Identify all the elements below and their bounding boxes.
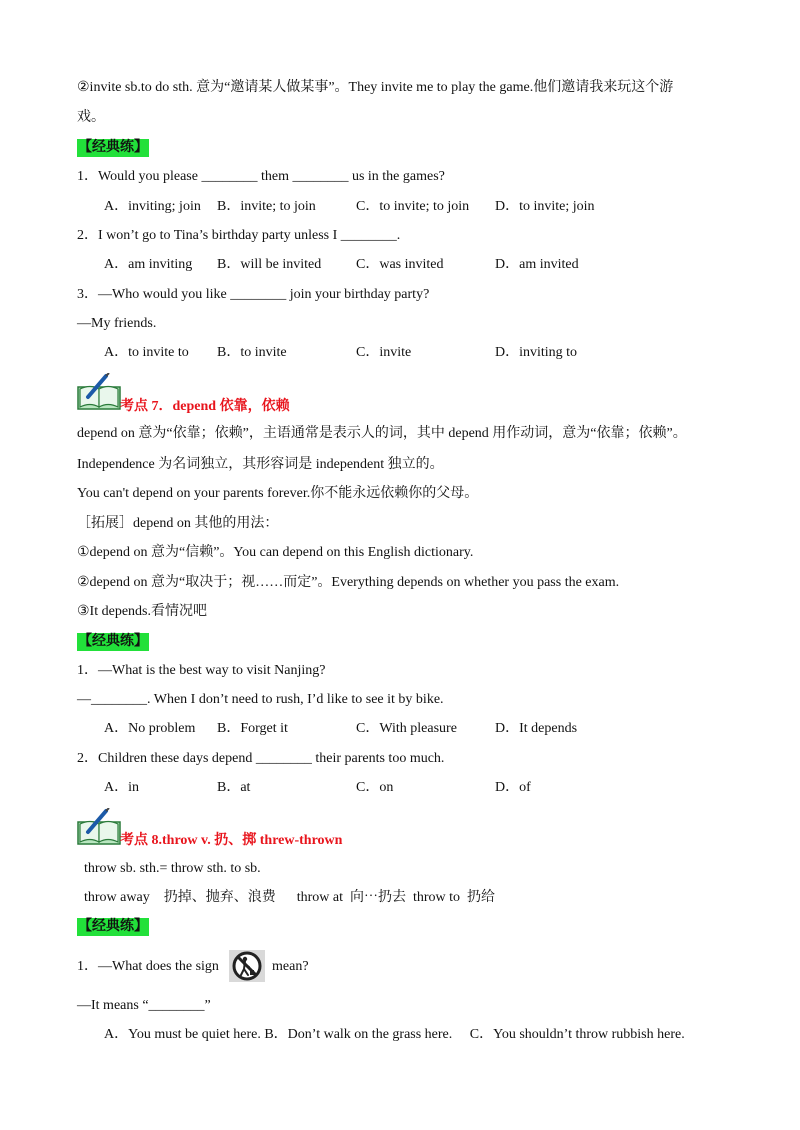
question-1-reply: —It means “________” [77, 998, 211, 1013]
option-b: B．invite; to join [217, 199, 316, 214]
question-1: 1．Would you please ________ them ________ us in the games? [77, 169, 445, 184]
option-c: C．was invited [356, 257, 444, 272]
section-heading-8: 考点 8.throw v. 扔、掷 threw-thrown [120, 833, 343, 848]
option-b: B．at [217, 780, 251, 795]
practice-tag: 【经典练】 [78, 140, 148, 155]
section-heading-7: 考点 7．depend 依靠，依赖 [120, 399, 290, 414]
question-2: 2．I won’t go to Tina’s birthday party unless I ________. [77, 228, 401, 243]
paragraph: You can't depend on your parents forever.你不能永远依赖你的父母。 [77, 486, 479, 501]
book-pencil-icon [76, 808, 124, 846]
question-3: 3．—Who would you like ________ join your birthday party? [77, 287, 430, 302]
question-1-reply: —________. When I don’t need to rush, I’d like to see it by bike. [77, 692, 444, 707]
option-a: A．to invite to [104, 345, 189, 360]
option-c: C．With pleasure [356, 721, 457, 736]
question-2: 2．Children these days depend ________ their parents too much. [77, 751, 445, 766]
option-b: B．will be invited [217, 257, 322, 272]
no-littering-sign-icon [229, 950, 265, 982]
option-a: A．No problem [104, 721, 196, 736]
option-c: C．invite [356, 345, 412, 360]
option-b: B．Forget it [217, 721, 288, 736]
question-3-reply: —My friends. [77, 316, 157, 331]
option-d: D．am invited [495, 257, 579, 272]
paragraph: ③It depends.看情况吧 [77, 604, 207, 619]
book-pencil-icon [76, 373, 124, 411]
paragraph: ［拓展］depend on 其他的用法： [77, 516, 279, 531]
paragraph: depend on 意为“依靠；依赖”，主语通常是表示人的词，其中 depend 用作动词，意为“依靠；依赖”。 [77, 426, 687, 441]
question-1: 1．—What is the best way to visit Nanjing? [77, 663, 326, 678]
practice-tag: 【经典练】 [78, 634, 148, 649]
option-a: A．am inviting [104, 257, 193, 272]
paragraph: Independence 为名词独立，其形容词是 independent 独立的。 [77, 457, 444, 472]
option-d: D．inviting to [495, 345, 578, 360]
paragraph: ①depend on 意为“信赖”。You can depend on this English dictionary. [77, 545, 474, 560]
intro-line-2: 戏。 [77, 110, 105, 125]
paragraph: throw sb. sth.= throw sth. to sb. [84, 861, 261, 876]
option-c: C．on [356, 780, 394, 795]
option-d: D．It depends [495, 721, 578, 736]
question-1-suffix: mean? [272, 959, 309, 974]
option-b: B．to invite [217, 345, 287, 360]
option-d: D．to invite; join [495, 199, 595, 214]
option-a: A．in [104, 780, 139, 795]
option-d: D．of [495, 780, 531, 795]
practice-tag: 【经典练】 [78, 919, 148, 934]
question-1-prefix: 1．—What does the sign [77, 959, 219, 974]
paragraph: ②depend on 意为“取决于；视……而定”。Everything depends on whether you pass the exam. [77, 575, 620, 590]
option-a: A．inviting; join [104, 199, 201, 214]
paragraph: throw away 扔掉、抛弃、浪费 throw at 向⋯扔去 throw to 扔给 [84, 890, 496, 905]
options-line: A．You must be quiet here. B．Don’t walk on the grass here. C．You shouldn’t throw rubbish here. [104, 1027, 685, 1042]
option-c: C．to invite; to join [356, 199, 470, 214]
intro-line-1: ②invite sb.to do sth. 意为“邀请某人做某事”。They invite me to play the game.他们邀请我来玩这个游 [77, 80, 674, 95]
